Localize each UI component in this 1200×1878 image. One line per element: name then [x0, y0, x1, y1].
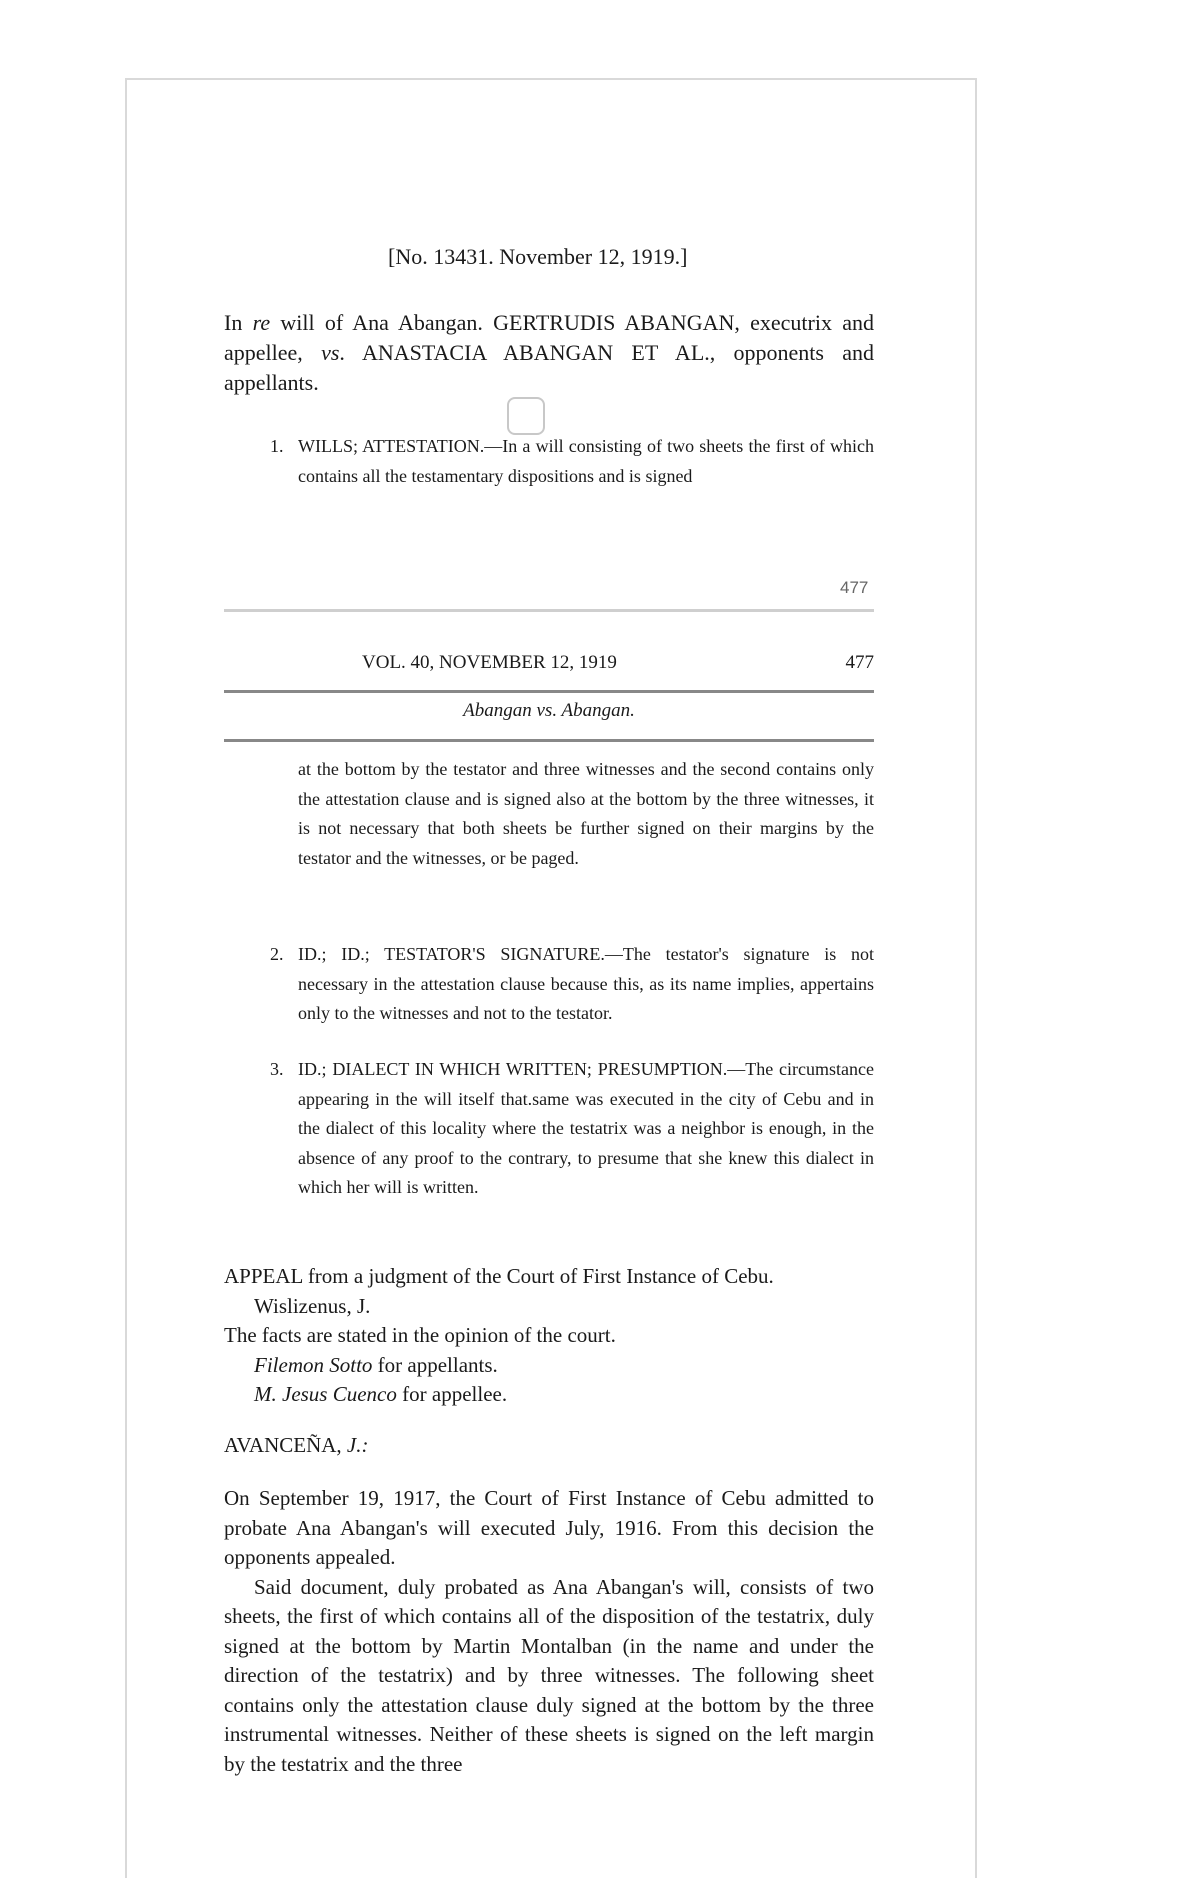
running-head-subtitle: Abangan vs. Abangan. — [463, 700, 635, 721]
title-re: re — [252, 310, 271, 335]
counsel-appellants — [224, 1351, 874, 1381]
counsel-2-name: M. Jesus Cuenco — [254, 1382, 397, 1406]
running-head-page: 477 — [845, 652, 874, 673]
page-footer-number: 477 — [840, 578, 869, 597]
syllabus-number-3: 3. — [270, 1059, 284, 1079]
syllabus-text-2: ID.; ID.; TESTATOR'S SIGNATURE.—The testator's signature is not necessary in the attestation clause because this, as its name implies, appertains only to the witnesses and not to the testator. — [298, 944, 874, 1023]
syllabus-number-1: 1. — [270, 436, 284, 456]
syllabus-text-1-continued: at the bottom by the testator and three witnesses and the second contains only the attestation clause and is signed also at the bottom by the three witnesses, it is not necessary that both sheets be further signed on their margins by the testator and the witnesses, or be paged. — [298, 759, 874, 868]
syllabus-item-3 — [270, 1055, 874, 1203]
counsel-appellee — [224, 1380, 874, 1410]
appeal-line: APPEAL from a judgment of the Court of First Instance of Cebu. — [224, 1264, 774, 1288]
opinion-body — [224, 1484, 874, 1779]
syllabus-number-2: 2. — [270, 944, 284, 964]
counsel-1-name: Filemon Sotto — [254, 1352, 373, 1377]
appeal-judge: Wislizenus, J. — [254, 1293, 371, 1318]
appeal-block — [224, 1262, 874, 1410]
title-part-1: In — [224, 310, 253, 335]
title-part-3: . ANASTACIA ABANGAN ET AL., opponents and appellants. — [224, 340, 874, 395]
header-rule-top — [224, 690, 874, 693]
author-name: AVANCEÑA, — [224, 1433, 347, 1457]
syllabus-text-1: WILLS; ATTESTATION.—In a will consisting of two sheets the first of which contains all the testamentary dispositions and is signed — [298, 436, 874, 486]
appeal-facts: The facts are stated in the opinion of the court. — [224, 1323, 616, 1347]
running-head-volume: VOL. 40, NOVEMBER 12, 1919 — [362, 652, 617, 673]
case-title — [224, 308, 874, 398]
case-number: [No. 13431. November 12, 1919.] — [388, 244, 688, 269]
title-vs: vs — [321, 340, 340, 365]
syllabus-item-1 — [270, 432, 874, 491]
syllabus-text-3: ID.; DIALECT IN WHICH WRITTEN; PRESUMPTION.—The circumstance appearing in the will itself that.same was executed in the city of Cebu and in the dialect of this locality where the testatrix was a neighbor is enough, in the absence of any proof to the contrary, to presume that she knew this dialect in which her will is written. — [298, 1059, 874, 1197]
counsel-1-role: for appellants. — [372, 1352, 498, 1377]
syllabus-item-2 — [270, 940, 874, 1029]
opinion-author — [224, 1431, 874, 1461]
page-break-divider — [224, 609, 874, 612]
checkbox-icon[interactable] — [507, 397, 545, 435]
header-rule-bottom — [224, 739, 874, 742]
author-title: J.: — [346, 1433, 369, 1457]
title-part-2: will of Ana Abangan. GERTRUDIS ABANGAN, executrix and appellee, — [224, 310, 875, 365]
opinion-paragraph-2: Said document, duly probated as Ana Abangan's will, consists of two sheets, the first of which contains all of the disposition of the testatrix, duly signed at the bottom by Martin Montalban (in the name and under the direction of the testatrix) and by three witnesses. The following sheet contains only the attestation clause duly signed at the bottom by the three instrumental witnesses. Neither of these sheets is signed on the left margin by the testatrix and the three — [224, 1574, 874, 1776]
opinion-paragraph-1: On September 19, 1917, the Court of First Instance of Cebu admitted to probate Ana Abangan's will executed July, 1916. From this decision the opponents appealed. — [224, 1486, 874, 1569]
counsel-2-role: for appellee. — [396, 1382, 508, 1406]
